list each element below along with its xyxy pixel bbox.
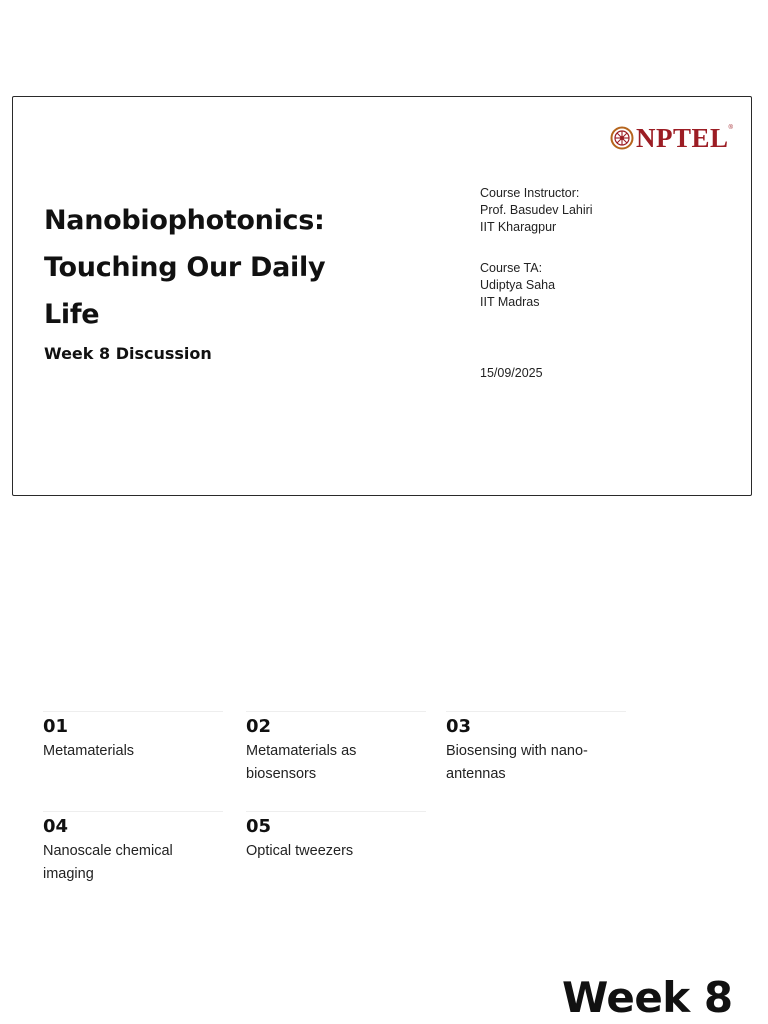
topic-label: Metamaterials as biosensors xyxy=(246,743,357,782)
instructor-institute: IIT Kharagpur xyxy=(480,220,557,234)
topic-label: Biosensing with nano-antennas xyxy=(446,743,588,782)
instructor-block xyxy=(480,185,593,236)
slide-title: Nanobiophotonics: Touching Our Daily Life xyxy=(44,205,326,330)
topic-item xyxy=(246,811,426,863)
slide-subtitle: Week 8 Discussion xyxy=(44,344,212,363)
logo-text: NPTEL xyxy=(636,122,729,153)
slide-date: 15/09/2025 xyxy=(480,366,543,380)
ta-institute: IIT Madras xyxy=(480,295,540,309)
section-heading: Week 8 xyxy=(562,973,733,1022)
instructor-name: Prof. Basudev Lahiri xyxy=(480,203,593,217)
topic-number: 05 xyxy=(246,816,272,837)
registered-mark: ® xyxy=(728,125,733,131)
topic-label: Metamaterials xyxy=(43,743,135,759)
topic-item xyxy=(43,711,223,763)
topic-number: 03 xyxy=(446,716,472,737)
topic-number: 01 xyxy=(43,716,69,737)
ta-block xyxy=(480,260,555,311)
topic-label: Nanoscale chemical imaging xyxy=(43,843,173,882)
nptel-logo xyxy=(610,123,733,153)
ta-label: Course TA: xyxy=(480,261,543,275)
topic-number: 02 xyxy=(246,716,272,737)
instructor-label: Course Instructor: xyxy=(480,186,580,200)
topic-number: 04 xyxy=(43,816,69,837)
topic-item xyxy=(446,711,626,786)
title-slide xyxy=(12,96,752,496)
topic-item xyxy=(246,711,426,786)
topic-item xyxy=(43,811,223,886)
nptel-emblem-icon xyxy=(610,126,634,150)
topic-label: Optical tweezers xyxy=(246,843,354,859)
ta-name: Udiptya Saha xyxy=(480,278,556,292)
